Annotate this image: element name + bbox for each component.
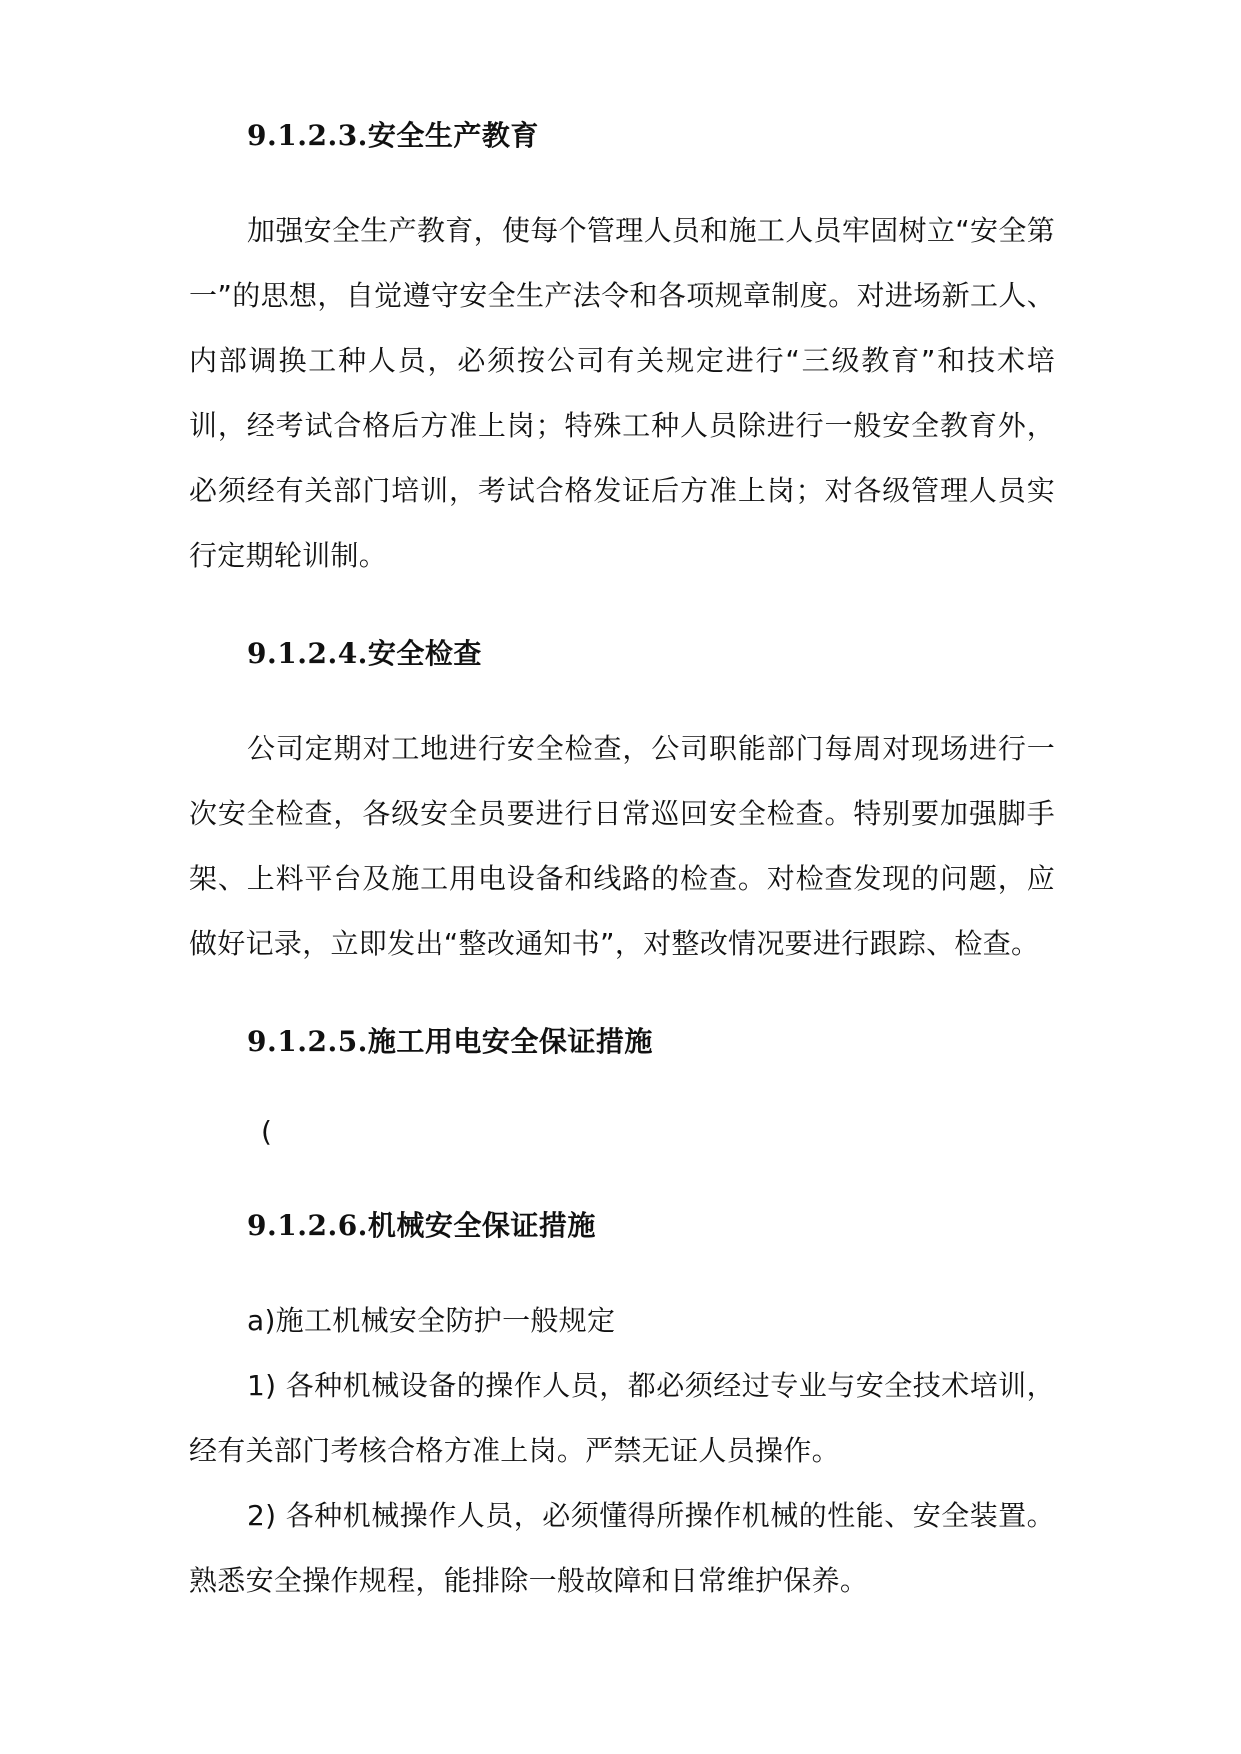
section-heading-electrical-safety: 9.1.2.5.施工用电安全保证措施 — [247, 1025, 653, 1058]
paragraph-safety-inspection: 公司定期对工地进行安全检查，公司职能部门每周对现场进行一次安全检查，各级安全员要进行日常巡回安全检查。特别要加强脚手架、上料平台及施工用电设备和线路的检查。对检查发现的问题，应做好记录，立即发出“整改通知书”，对整改情况要进行跟踪、检查。 — [189, 732, 1055, 960]
section-heading-safety-education: 9.1.2.3.安全生产教育 — [247, 119, 539, 152]
paragraph-safety-education: 加强安全生产教育，使每个管理人员和施工人员牢固树立“安全第一”的思想，自觉遵守安全生产法令和各项规章制度。对进场新工人、内部调换工种人员，必须按公司有关规定进行“三级教育”和技术培训，经考试合格后方准上岗；特殊工种人员除进行一般安全教育外，必须经有关部门培训，考试合格发证后方准上岗；对各级管理人员实行定期轮训制。 — [189, 214, 1055, 572]
paragraph-electrical-safety: ( — [261, 1115, 272, 1148]
section-heading-safety-inspection: 9.1.2.4.安全检查 — [247, 637, 482, 670]
paragraph-machinery-general-rules: a)施工机械安全防护一般规定 — [247, 1304, 616, 1337]
document-body — [189, 108, 1055, 1613]
paragraph-machinery-item-1: 1) 各种机械设备的操作人员，都必须经过专业与安全技术培训，经有关部门考核合格方准上岗。严禁无证人员操作。 — [189, 1369, 1055, 1467]
paragraph-machinery-item-2: 2) 各种机械操作人员，必须懂得所操作机械的性能、安全装置。熟悉安全操作规程，能排除一般故障和日常维护保养。 — [189, 1499, 1055, 1597]
section-heading-machinery-safety: 9.1.2.6.机械安全保证措施 — [247, 1209, 596, 1242]
